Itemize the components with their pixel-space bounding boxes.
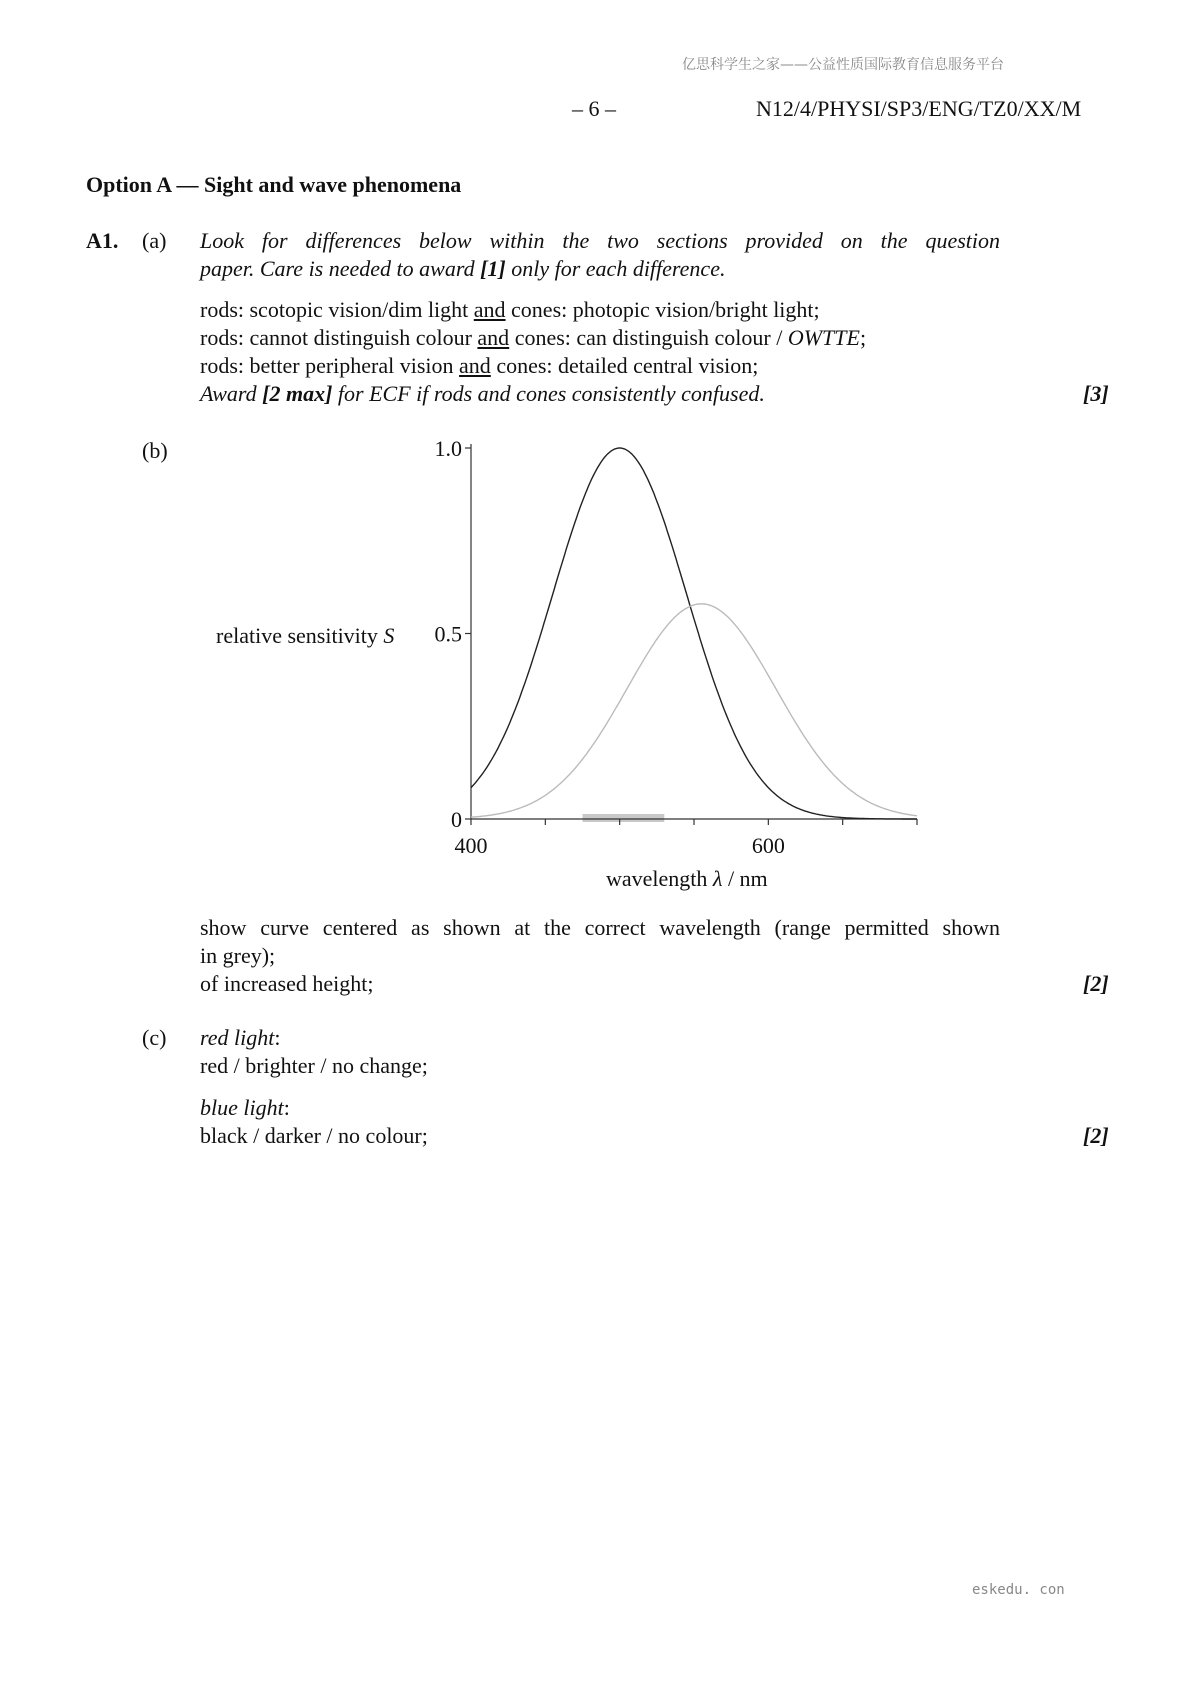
part-a-instruction-line1: Look for differences below within the two sections provided on the question <box>200 228 1000 253</box>
y-tick-label: 0 <box>451 807 462 832</box>
part-b-answer-line2: in grey); <box>200 943 276 968</box>
y-tick-label: 0.5 <box>434 621 462 647</box>
part-c-blue-answer: black / darker / no colour; <box>200 1123 428 1148</box>
part-c-blue-heading: blue light: <box>200 1095 290 1120</box>
given-curve <box>471 604 917 817</box>
part-a-answer-line2: rods: cannot distinguish colour and cones: can distinguish colour / OWTTE; <box>200 325 867 350</box>
question-number: A1. <box>86 228 119 253</box>
watermark-top: 亿思科学生之家——公益性质国际教育信息服务平台 <box>682 57 1004 73</box>
part-a-instruction-line2: paper. Care is needed to award [1] only for each difference. <box>200 256 726 281</box>
part-c-marks: [2] <box>1083 1123 1109 1148</box>
part-b-answer-line1: show curve centered as shown at the correct wavelength (range permitted shown <box>200 915 1000 940</box>
part-a-answer-line3: rods: better peripheral vision and cones: detailed central vision; <box>200 353 759 378</box>
x-tick-label: 400 <box>454 833 488 858</box>
part-c-red-answer: red / brighter / no change; <box>200 1053 428 1078</box>
y-tick-label: 1.0 <box>434 436 462 461</box>
y-axis-label: relative sensitivity S <box>216 623 395 648</box>
permitted-range-band <box>583 814 665 822</box>
part-b-label: (b) <box>142 438 168 463</box>
part-a-answer-line1: rods: scotopic vision/dim light and cones: photopic vision/bright light; <box>200 297 820 322</box>
page-number: – 6 – <box>572 96 616 121</box>
part-a-marks: [3] <box>1083 381 1109 406</box>
part-b-answer-line3: of increased height; <box>200 971 374 996</box>
watermark-bottom: eskedu. con <box>972 1582 1065 1598</box>
part-c-label: (c) <box>142 1025 167 1050</box>
x-tick-label: 600 <box>751 833 785 858</box>
part-b-marks: [2] <box>1083 971 1109 996</box>
x-axis-label: wavelength λ / nm <box>606 866 768 891</box>
part-a-answer-line4: Award [2 max] for ECF if rods and cones consistently confused. <box>200 381 765 406</box>
part-a-label: (a) <box>142 228 167 253</box>
section-title: Option A — Sight and wave phenomena <box>86 172 462 197</box>
part-c-red-heading: red light: <box>200 1025 281 1050</box>
document-code: N12/4/PHYSI/SP3/ENG/TZ0/XX/M <box>756 96 1082 121</box>
answer-curve <box>471 448 917 819</box>
